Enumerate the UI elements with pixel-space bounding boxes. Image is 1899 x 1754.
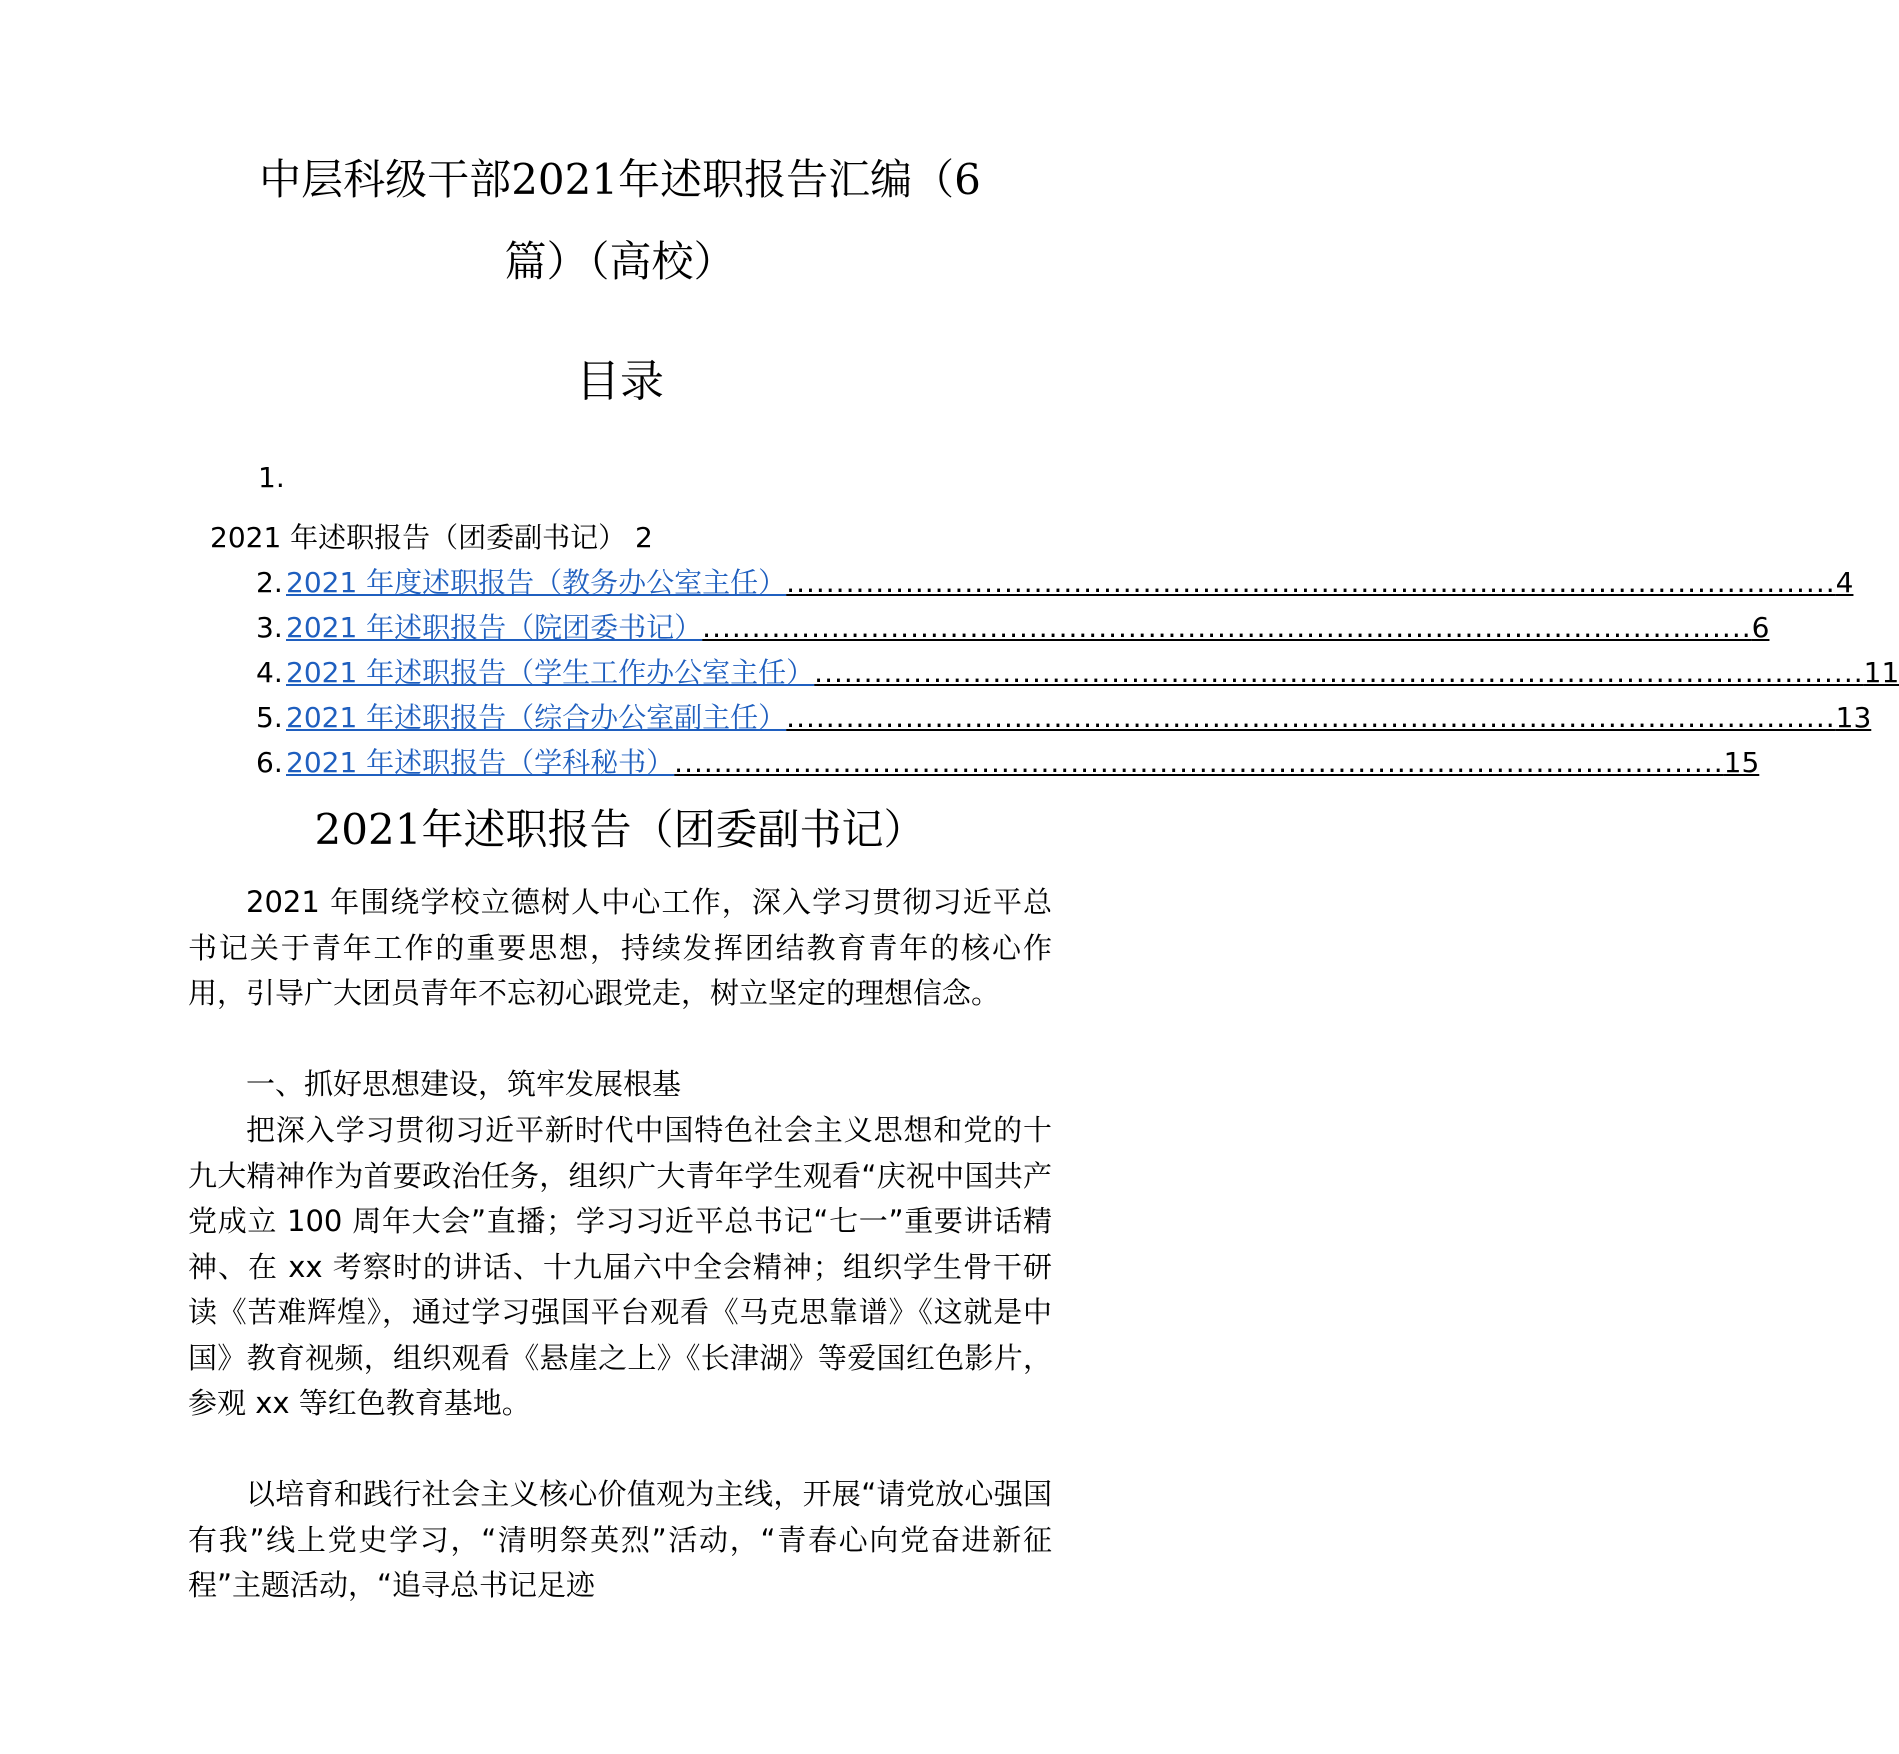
toc-entry-page: 6	[1751, 611, 1770, 644]
toc-entry-1-text[interactable]: 2021 年述职报告（团委副书记） 2	[210, 521, 653, 554]
toc-entry-number: 4.	[256, 656, 283, 689]
section-title	[0, 800, 1240, 860]
toc-entry-2[interactable]	[256, 562, 1854, 604]
toc-entry-number: 3.	[256, 611, 283, 644]
toc-entry-5[interactable]	[256, 697, 1872, 739]
toc-entry-page: 13	[1835, 701, 1872, 734]
toc-entry-4[interactable]	[256, 652, 1899, 694]
toc-entry-link[interactable]: 2021 年述职报告（学生工作办公室主任）	[286, 656, 815, 689]
paragraph-2: 把深入学习贯彻习近平新时代中国特色社会主义思想和党的十九大精神作为首要政治任务，组织广大青年学生观看“庆祝中国共产党成立 100 周年大会”直播；学习习近平总书记“七一”重要讲话精神、在 xx 考察时的讲话、十九届六中全会精神；组织学生骨干研读《苦难辉煌》，通过学习强国平台观看《马克思靠谱》《这就是中国》教育视频，组织观看《悬崖之上》《长津湖》等爱国红色影片，参观 xx 等红色教育基地。	[188, 1113, 1052, 1420]
toc-leader-dots: ..........................................................................................................	[786, 701, 1836, 734]
toc-entry-number: 5.	[256, 701, 283, 734]
toc-entry-page: 15	[1723, 746, 1760, 779]
title-count: 6	[954, 155, 981, 204]
toc-entry-link[interactable]: 2021 年述职报告（院团委书记）	[286, 611, 703, 644]
toc-entry-3[interactable]	[256, 607, 1770, 649]
title-year: 2021	[511, 155, 619, 204]
section-title-year: 2021	[314, 805, 422, 854]
toc-heading: 目录	[576, 356, 664, 407]
toc-leader-dots: ..........................................................................................................	[674, 746, 1724, 779]
section-title-text: 年述职报告（团委副书记）	[421, 805, 926, 854]
toc-entry-link[interactable]: 2021 年述职报告（学科秘书）	[286, 746, 675, 779]
toc-entry-link[interactable]: 2021 年述职报告（综合办公室副主任）	[286, 701, 787, 734]
paragraph-1: 2021 年围绕学校立德树人中心工作，深入学习贯彻习近平总书记关于青年工作的重要思想，持续发挥团结教育青年的核心作用，引导广大团员青年不忘初心跟党走，树立坚定的理想信念。	[188, 885, 1052, 1010]
title-text-a: 中层科级干部	[259, 155, 512, 204]
toc-entry-page: 4	[1835, 566, 1854, 599]
title-text-b: 年述职报告汇编（	[618, 155, 955, 204]
toc-entry-1-number: 1.	[258, 461, 285, 494]
toc-leader-dots: ..........................................................................................................	[814, 656, 1864, 689]
paragraph-3: 以培育和践行社会主义核心价值观为主线，开展“请党放心强国有我”线上党史学习，“清明祭英烈”活动，“青春心向党奋进新征程”主题活动，“追寻总书记足迹	[188, 1477, 1052, 1602]
toc-leader-dots: ..........................................................................................................	[786, 566, 1836, 599]
section-heading-1: 一、抓好思想建设，筑牢发展根基	[246, 1067, 682, 1101]
toc-entry-number: 2.	[256, 566, 283, 599]
toc-entry-page: 11	[1863, 656, 1899, 689]
toc-entry-6[interactable]	[256, 742, 1760, 784]
document-title-line-2: 篇）（高校）	[504, 237, 736, 286]
toc-entry-link[interactable]: 2021 年度述职报告（教务办公室主任）	[286, 566, 787, 599]
toc-entry-number: 6.	[256, 746, 283, 779]
document-title-line-1	[190, 136, 1050, 224]
toc-leader-dots: ..........................................................................................................	[702, 611, 1752, 644]
